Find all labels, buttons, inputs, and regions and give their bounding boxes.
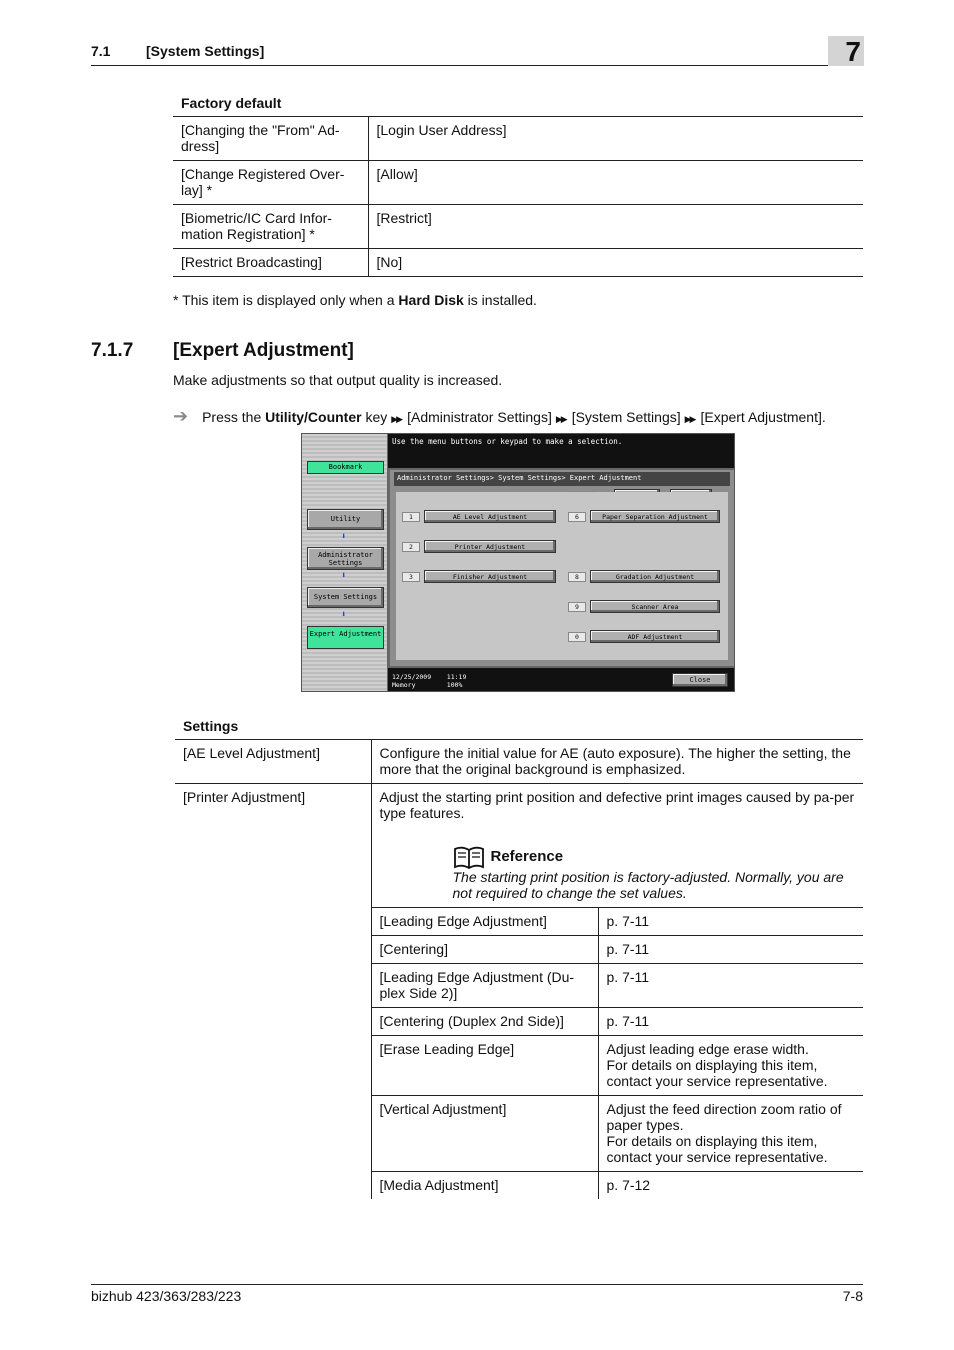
- utility-button[interactable]: Utility: [307, 509, 384, 530]
- page-header: [91, 41, 863, 66]
- ae-level-adjustment-button[interactable]: AE Level Adjustment: [424, 510, 556, 523]
- menu-area: [396, 492, 728, 660]
- table-cell: p. 7-11: [598, 908, 863, 936]
- table-cell: [Biometric/IC Card Infor-mation Registration] *: [173, 205, 368, 249]
- table-cell: [Centering (Duplex 2nd Side)]: [371, 1008, 598, 1036]
- right-arrow-icon: ➔: [173, 406, 189, 426]
- table-row: [175, 740, 863, 784]
- memory-label: Memory: [392, 681, 416, 689]
- memory-value: 100%: [446, 681, 463, 689]
- status-date: 12/25/2009: [392, 673, 432, 681]
- section-heading-title: [Expert Adjustment]: [173, 340, 354, 361]
- footer-model: bizhub 423/363/283/223: [91, 1288, 242, 1304]
- screen-sidebar: [302, 434, 388, 692]
- table-cell: [Vertical Adjustment]: [371, 1096, 598, 1172]
- table-cell: [Restrict Broadcasting]: [173, 249, 368, 277]
- step-key-suffix: key: [361, 409, 388, 425]
- factory-default-table: [173, 116, 863, 277]
- step-path-item: [Administrator Settings]: [407, 409, 552, 425]
- printer-adjustment-button[interactable]: Printer Adjustment: [424, 540, 556, 553]
- table-row: [173, 205, 863, 249]
- reference-note: [453, 845, 856, 901]
- system-settings-button[interactable]: System Settings: [307, 587, 384, 608]
- table-cell: [Printer Adjustment]: [175, 784, 371, 1200]
- menu-number: 3: [402, 572, 420, 582]
- double-arrow-icon: ▶▶: [555, 414, 566, 424]
- table-cell: [Media Adjustment]: [371, 1172, 598, 1200]
- status-time: 11:19: [446, 673, 467, 681]
- paper-separation-adjustment-button[interactable]: Paper Separation Adjustment: [590, 510, 720, 523]
- double-arrow-icon: ▶▶: [391, 414, 402, 424]
- footer-page-number: 7-8: [842, 1288, 863, 1304]
- section-intro: Make adjustments so that output quality is increased.: [173, 372, 503, 388]
- procedure-step: [173, 406, 826, 427]
- gradation-adjustment-button[interactable]: Gradation Adjustment: [590, 570, 720, 583]
- settings-label: Settings: [183, 718, 239, 734]
- section-heading-number: 7.1.7: [91, 340, 134, 361]
- table-cell: [Allow]: [368, 161, 863, 205]
- table-cell: [AE Level Adjustment]: [175, 740, 371, 784]
- table-cell: Adjust leading edge erase width. For details on displaying this item, contact your service representative.: [598, 1036, 863, 1096]
- footnote-text-end: is installed.: [463, 292, 537, 308]
- section-title: [System Settings]: [146, 43, 265, 59]
- table-row: [175, 784, 863, 908]
- control-panel-screenshot: [301, 433, 735, 692]
- screen-panel: [388, 468, 735, 668]
- settings-table: [175, 739, 863, 1199]
- bookmark-button[interactable]: Bookmark: [307, 461, 384, 474]
- step-path-item: [Expert Adjustment].: [700, 409, 826, 425]
- table-cell: [Restrict]: [368, 205, 863, 249]
- table-cell: [Erase Leading Edge]: [371, 1036, 598, 1096]
- finisher-adjustment-button[interactable]: Finisher Adjustment: [424, 570, 556, 583]
- footnote: [173, 292, 537, 308]
- down-arrow-icon: ⬇: [341, 571, 347, 581]
- menu-number: 9: [568, 602, 586, 612]
- table-cell: p. 7-11: [598, 964, 863, 1008]
- down-arrow-icon: ⬇: [341, 610, 347, 620]
- step-path-item: [System Settings]: [571, 409, 681, 425]
- double-arrow-icon: ▶▶: [684, 414, 695, 424]
- reference-text: The starting print position is factory-adjusted. Normally, you are not required to change the set values.: [452, 869, 844, 901]
- reference-title: Reference: [490, 848, 564, 865]
- table-row: [173, 161, 863, 205]
- book-icon: [453, 845, 485, 869]
- table-cell: [Login User Address]: [368, 117, 863, 161]
- footnote-text: * This item is displayed only when a: [173, 292, 399, 308]
- chapter-number: 7: [845, 36, 861, 67]
- table-cell: [Leading Edge Adjustment (Du-plex Side 2)]: [371, 964, 598, 1008]
- administrator-settings-button[interactable]: Administrator Settings: [307, 547, 384, 570]
- table-cell: p. 7-11: [598, 1008, 863, 1036]
- menu-number: 8: [568, 572, 586, 582]
- adf-adjustment-button[interactable]: ADF Adjustment: [590, 630, 720, 643]
- menu-number: 0: [568, 632, 586, 642]
- step-text: Press the: [202, 409, 266, 425]
- factory-default-label: Factory default: [181, 95, 282, 111]
- table-cell: [371, 784, 863, 908]
- table-cell: [Change Registered Over-lay] *: [173, 161, 368, 205]
- footnote-bold: Hard Disk: [398, 292, 464, 308]
- screen-instruction: Use the menu buttons or keypad to make a selection.: [392, 437, 623, 446]
- table-cell: [No]: [368, 249, 863, 277]
- section-number: 7.1: [91, 43, 111, 59]
- printer-adjustment-description: Adjust the starting print position and defective print images caused by pa-per type features.: [379, 789, 855, 821]
- page-footer: [91, 1284, 863, 1304]
- menu-number: 6: [568, 512, 586, 522]
- close-button[interactable]: Close: [672, 673, 728, 687]
- chapter-tab: [828, 36, 864, 66]
- table-cell: [Leading Edge Adjustment]: [371, 908, 598, 936]
- table-cell: Adjust the feed direction zoom ratio of paper types. For details on displaying this item, contact your service representative.: [598, 1096, 863, 1172]
- screen-message-bar: [388, 434, 735, 468]
- expert-adjustment-button[interactable]: Expert Adjustment: [307, 626, 384, 649]
- screen-breadcrumb: Administrator Settings> System Settings> Expert Adjustment: [394, 472, 730, 486]
- scanner-area-button[interactable]: Scanner Area: [590, 600, 720, 613]
- table-cell: [Changing the "From" Ad-dress]: [173, 117, 368, 161]
- table-cell: Configure the initial value for AE (auto exposure). The higher the setting, the more that the original background is emphasized.: [371, 740, 863, 784]
- table-row: [173, 117, 863, 161]
- table-cell: p. 7-12: [598, 1172, 863, 1200]
- table-cell: p. 7-11: [598, 936, 863, 964]
- table-row: [173, 249, 863, 277]
- down-arrow-icon: ⬇: [341, 532, 347, 542]
- menu-number: 2: [402, 542, 420, 552]
- step-key: Utility/Counter: [265, 409, 362, 425]
- table-cell: [Centering]: [371, 936, 598, 964]
- menu-number: 1: [402, 512, 420, 522]
